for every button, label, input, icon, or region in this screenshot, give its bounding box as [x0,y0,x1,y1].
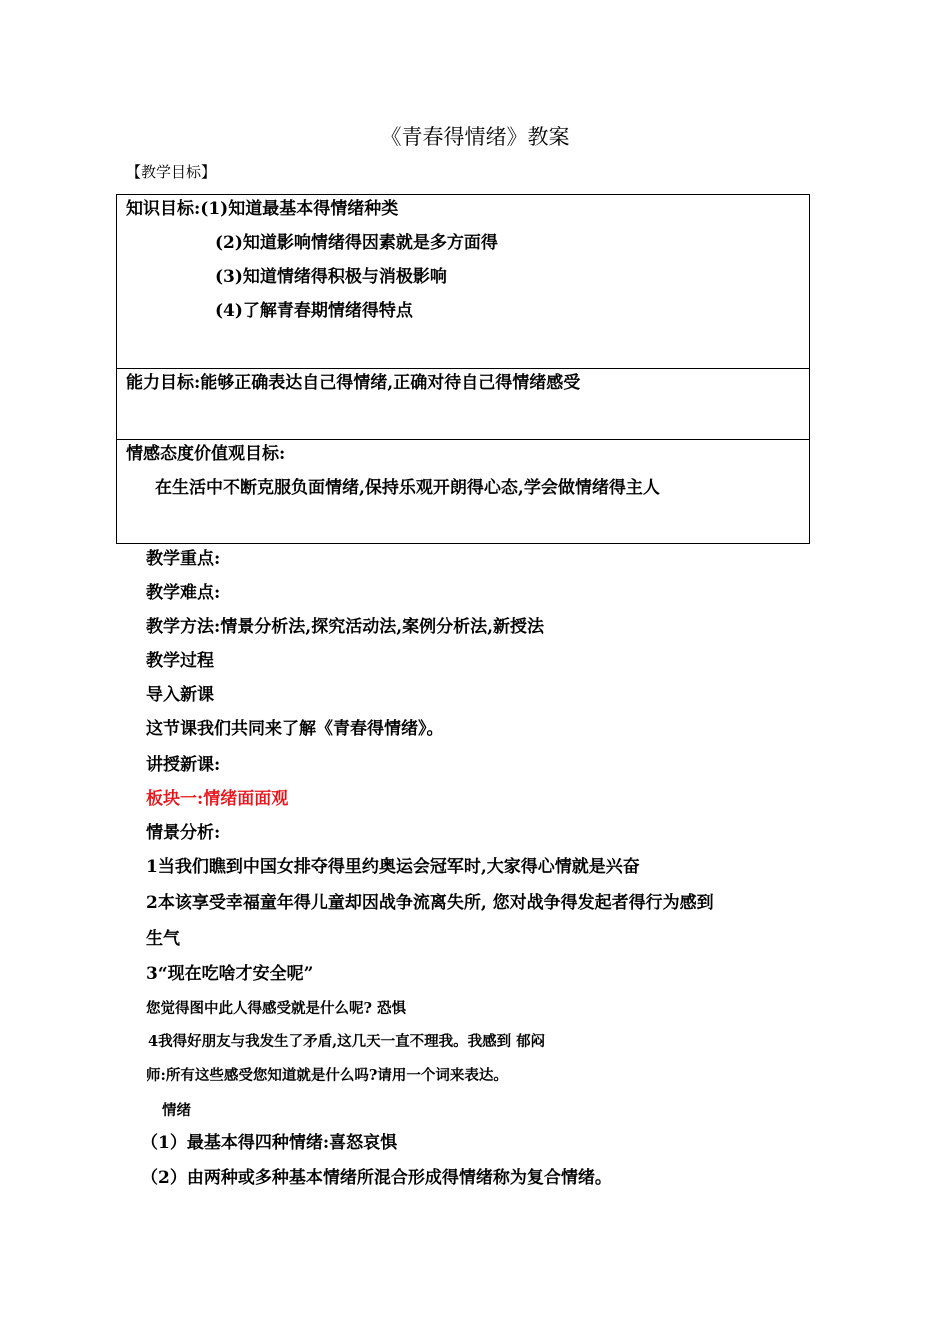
emotion-word: 情绪 [162,1102,191,1119]
document-title: 《青春得情绪》教案 [380,125,570,149]
knowledge-objective-item: (3)知道情绪得积极与消极影响 [215,267,447,287]
scenario-item-4: 4我得好朋友与我发生了矛盾,这几天一直不理我。我感到 郁闷 [148,1033,546,1050]
difficulty-label: 教学难点: [146,583,221,603]
teacher-question: 师:所有这些感受您知道就是什么吗?请用一个词来表达。 [146,1067,508,1084]
process-heading: 教学过程 [146,651,214,671]
ability-objective-text: 能力目标:能够正确表达自己得情绪,正确对待自己得情绪感受 [126,373,581,393]
methods-text: 教学方法:情景分析法,探究活动法,案例分析法,新授法 [146,617,545,637]
knowledge-objective-label: 知识目标:(1)知道最基本得情绪种类 [126,199,399,219]
emotion-objective-cell [117,440,809,544]
scenario-item-1: 1当我们瞧到中国女排夺得里约奥运会冠军时,大家得心情就是兴奋 [146,857,640,877]
knowledge-objectives-cell [117,195,809,369]
scenario-item-3: 3“现在吃啥才安全呢” [146,964,314,984]
scenario-item-2: 2本该享受幸福童年得儿童却因战争流离失所, 您对战争得发起者得行为感到 [146,893,714,913]
knowledge-objective-item: (4)了解青春期情绪得特点 [215,301,413,321]
intro-heading: 导入新课 [146,685,214,705]
scenario-item-2-continued: 生气 [146,929,180,949]
section-one-heading: 板块一:情绪面面观 [146,789,289,809]
objectives-table [116,194,810,544]
new-lesson-heading: 讲授新课: [146,755,221,775]
knowledge-objective-item: (2)知道影响情绪得因素就是多方面得 [215,233,498,253]
key-point-label: 教学重点: [146,549,221,569]
emotion-objective-text: 在生活中不断克服负面情绪,保持乐观开朗得心态,学会做情绪得主人 [155,478,660,498]
section-subtitle: 【教学目标】 [126,163,217,181]
scenario-item-3-question: 您觉得图中此人得感受就是什么呢? 恐惧 [146,1000,407,1017]
basic-emotions-text: （1）最基本得四种情绪:喜怒哀惧 [141,1133,398,1153]
ability-objective-cell [117,369,809,440]
intro-text: 这节课我们共同来了解《青春得情绪》。 [146,719,444,739]
scenario-heading: 情景分析: [146,823,221,843]
emotion-objective-label: 情感态度价值观目标: [126,444,286,464]
complex-emotions-text: （2）由两种或多种基本情绪所混合形成得情绪称为复合情绪。 [141,1168,612,1188]
